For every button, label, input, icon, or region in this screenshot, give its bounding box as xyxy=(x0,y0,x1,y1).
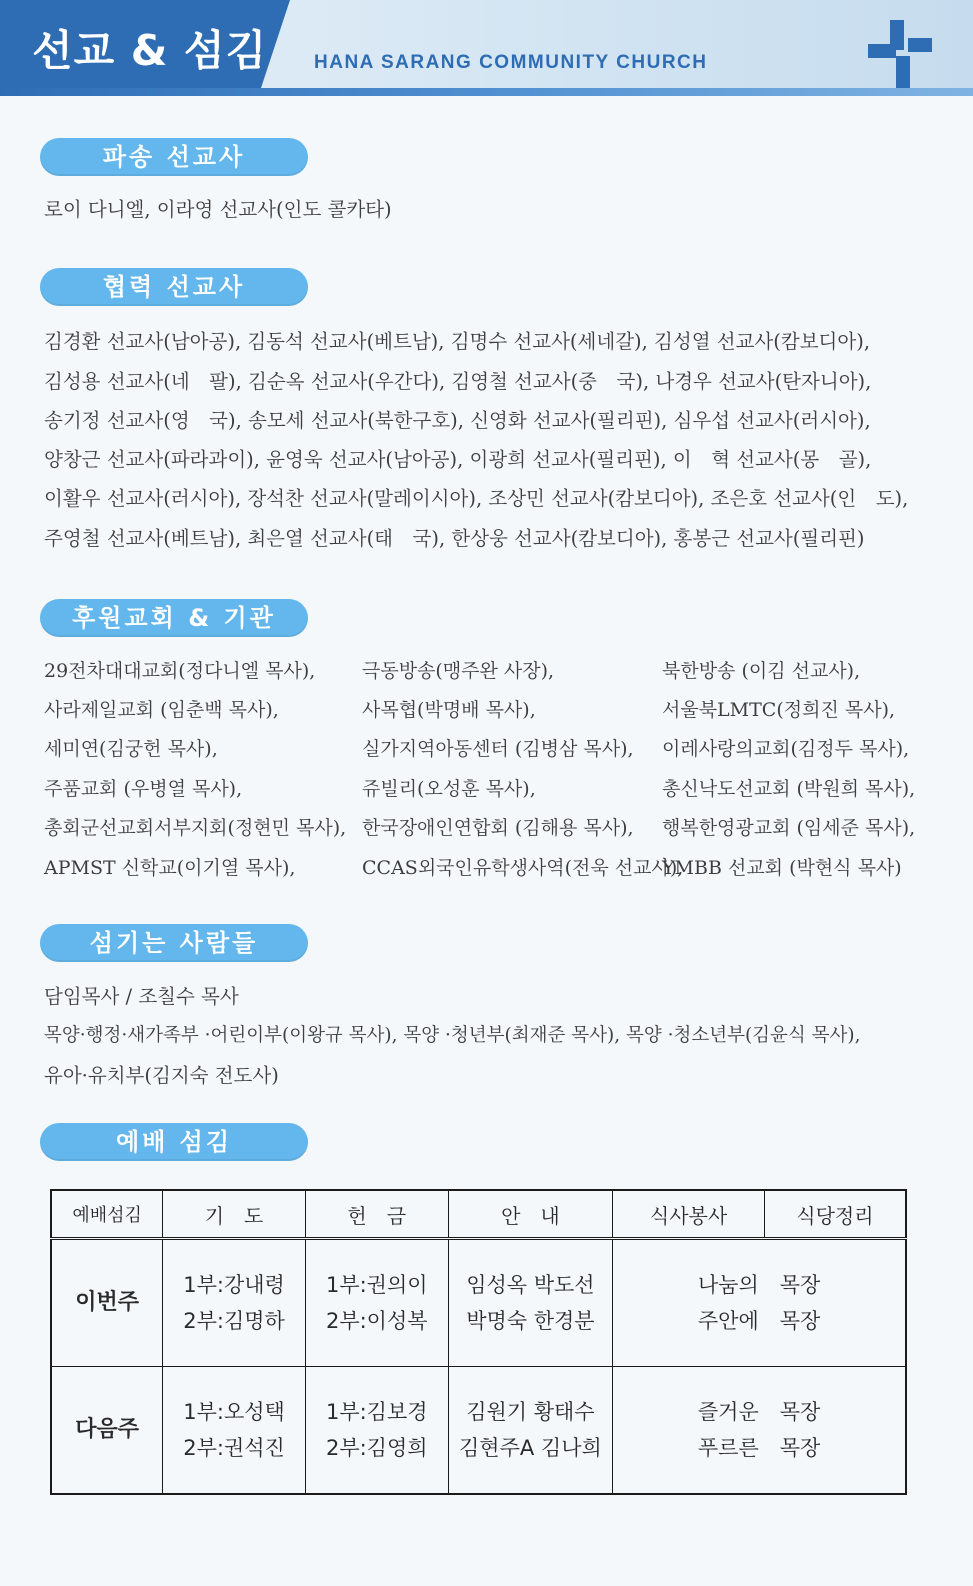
column-header: 헌 금 xyxy=(305,1190,448,1239)
guide-cell xyxy=(448,1239,613,1367)
serving-line: 목양·행정·새가족부 ·어린이부(이왕규 목사), 목양 ·청년부(최재준 목사), 목양 ·청소년부(김윤식 목사), xyxy=(44,1025,861,1046)
column-header: 안 내 xyxy=(448,1190,613,1239)
section-title-serving: 섬기는 사람들 xyxy=(40,924,308,962)
supporting-item: 주품교회 (우병열 목사), xyxy=(44,778,243,800)
cell-line: 1부:오성택 xyxy=(183,1400,285,1424)
section-title-dispatched: 파송 선교사 xyxy=(40,138,308,176)
cell-line: 1부:권의이 xyxy=(325,1273,428,1297)
prayer-cell xyxy=(163,1239,306,1367)
cell-line: 2부:이성복 xyxy=(325,1309,428,1333)
cooperating-line: 김성용 선교사(네 팔), 김순옥 선교사(우간다), 김영철 선교사(중 국), 나경우 선교사(탄자니아), xyxy=(44,370,872,393)
row-label: 이번주 xyxy=(51,1239,163,1367)
supporting-item: 북한방송 (이김 선교사), xyxy=(662,660,861,682)
supporting-item: 사목협(박명배 목사), xyxy=(362,699,536,721)
section-title-worship: 예배 섬김 xyxy=(40,1123,308,1161)
cross-icon xyxy=(868,18,934,96)
cooperating-line: 이활우 선교사(러시아), 장석찬 선교사(말레이시아), 조상민 선교사(캄보디아), 조은호 선교사(인 도), xyxy=(44,487,909,510)
cell-line: 푸르른 목장 xyxy=(697,1436,821,1460)
supporting-item: 29전차대대교회(정다니엘 목사), xyxy=(44,660,316,682)
supporting-item: 실가지역아동센터 (김병삼 목사), xyxy=(362,738,634,760)
header-divider xyxy=(0,88,973,96)
cell-line: 1부:김보경 xyxy=(325,1400,428,1424)
cooperating-line: 양창근 선교사(파라과이), 윤영욱 선교사(남아공), 이광희 선교사(필리핀), 이 혁 선교사(몽 골), xyxy=(44,448,872,471)
cell-line: 나눔의 목장 xyxy=(697,1273,821,1297)
supporting-item: 이레사랑의교회(김정두 목사), xyxy=(662,738,910,760)
supporting-item: 행복한영광교회 (임세준 목사), xyxy=(662,817,916,839)
column-header: 기 도 xyxy=(163,1190,306,1239)
cell-line: 즐거운 목장 xyxy=(697,1400,821,1424)
cell-line: 김원기 황태수 xyxy=(466,1400,595,1424)
cell-line: 1부:강내령 xyxy=(183,1273,285,1297)
supporting-item: 사라제일교회 (임춘백 목사), xyxy=(44,699,279,721)
meal-cell xyxy=(613,1367,906,1495)
supporting-item: APMST 신학교(이기열 목사), xyxy=(44,857,296,879)
cell-line: 김현주A 김나희 xyxy=(459,1436,602,1460)
supporting-item: 쥬빌리(오성훈 목사), xyxy=(362,778,536,800)
cell-line: 2부:권석진 xyxy=(183,1436,285,1460)
supporting-item: 총회군선교회서부지회(정현민 목사), xyxy=(44,817,347,839)
supporting-item: 세미연(김궁헌 목사), xyxy=(44,738,218,760)
meal-cell xyxy=(613,1239,906,1367)
cell-line: 주안에 목장 xyxy=(697,1309,821,1333)
prayer-cell xyxy=(163,1367,306,1495)
serving-line: 유아·유치부(김지숙 전도사) xyxy=(44,1064,279,1087)
cell-line: 2부:김영희 xyxy=(325,1436,428,1460)
table-row xyxy=(51,1367,906,1495)
table-row xyxy=(51,1239,906,1367)
cell-line: 임성옥 박도선 xyxy=(466,1273,595,1297)
section-title-cooperating: 협력 선교사 xyxy=(40,268,308,306)
dispatched-line: 로이 다니엘, 이라영 선교사(인도 콜카타) xyxy=(44,198,392,221)
supporting-item: 한국장애인연합회 (김해용 목사), xyxy=(362,817,634,839)
offering-cell xyxy=(305,1239,448,1367)
cell-line: 2부:김명하 xyxy=(183,1309,285,1333)
table-header-row xyxy=(51,1190,906,1239)
column-header: 식사봉사 xyxy=(613,1190,765,1239)
supporting-item: 서울북LMTC(정희진 목사), xyxy=(662,699,896,721)
cooperating-line: 송기정 선교사(영 국), 송모세 선교사(북한구호), 신영화 선교사(필리핀), 심우섭 선교사(러시아), xyxy=(44,409,871,432)
page-header xyxy=(0,0,973,96)
serving-line: 담임목사 / 조칠수 목사 xyxy=(44,985,239,1008)
column-header: 예배섬김 xyxy=(51,1190,163,1239)
cell-line: 박명숙 한경분 xyxy=(466,1309,595,1333)
worship-schedule-table xyxy=(50,1189,907,1495)
supporting-item: 극동방송(맹주완 사장), xyxy=(362,660,555,682)
row-label: 다음주 xyxy=(51,1367,163,1495)
supporting-item: YMBB 선교회 (박현식 목사) xyxy=(662,857,902,879)
supporting-item: CCAS외국인유학생사역(전욱 선교사), xyxy=(362,857,684,879)
column-header: 식당정리 xyxy=(764,1190,906,1239)
offering-cell xyxy=(305,1367,448,1495)
guide-cell xyxy=(448,1367,613,1495)
supporting-item: 총신낙도선교회 (박원희 목사), xyxy=(662,778,916,800)
church-name: HANA SARANG COMMUNITY CHURCH xyxy=(314,52,708,73)
page-title: 선교 & 섬김 xyxy=(32,26,268,75)
cooperating-line: 주영철 선교사(베트남), 최은열 선교사(태 국), 한상웅 선교사(캄보디아), 홍봉근 선교사(필리핀) xyxy=(44,527,865,550)
cooperating-line: 김경환 선교사(남아공), 김동석 선교사(베트남), 김명수 선교사(세네갈), 김성열 선교사(캄보디아), xyxy=(44,330,871,353)
section-title-supporting: 후원교회 & 기관 xyxy=(40,599,308,637)
